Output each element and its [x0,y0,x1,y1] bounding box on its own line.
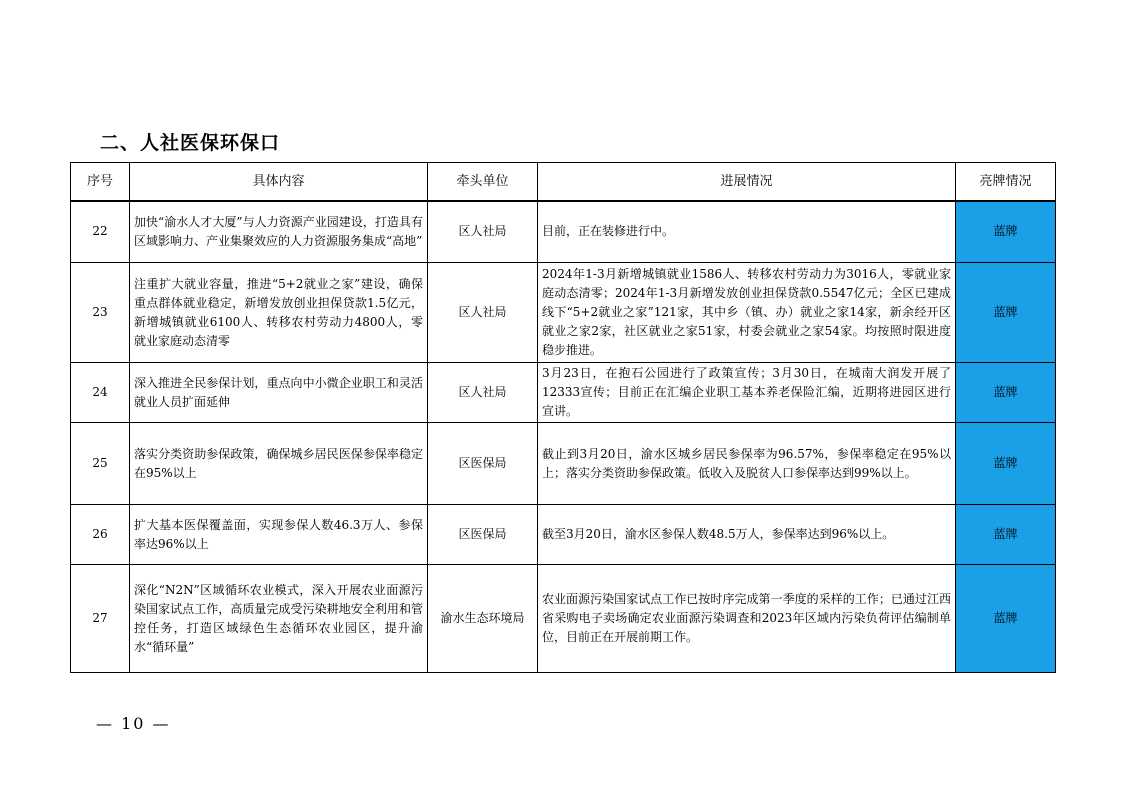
progress-table [70,162,1056,673]
row-number: 22 [71,201,130,263]
header-progress: 进展情况 [538,163,956,201]
row-content: 注重扩大就业容量，推进“5+2就业之家”建设，确保重点群体就业稳定，新增发放创业担保贷款1.5亿元，新增城镇就业6100人、转移农村劳动力4800人，零就业家庭动态清零 [130,263,428,363]
row-progress: 截至3月20日，渝水区参保人数48.5万人，参保率达到96%以上。 [538,505,956,565]
table-row [71,505,1056,565]
row-content: 扩大基本医保覆盖面，实现参保人数46.3万人、参保率达96%以上 [130,505,428,565]
row-content: 加快“渝水人才大厦”与人力资源产业园建设，打造具有区域影响力、产业集聚效应的人力资源服务集成“高地” [130,201,428,263]
row-unit: 区人社局 [428,201,538,263]
table-header-row [71,163,1056,201]
row-content: 深化“N2N”区域循环农业模式，深入开展农业面源污染国家试点工作，高质量完成受污染耕地安全利用和管控任务，打造区域绿色生态循环农业园区，提升渝水“循环量” [130,565,428,673]
table-row [71,565,1056,673]
status-badge: 蓝牌 [956,263,1056,363]
status-badge: 蓝牌 [956,505,1056,565]
row-unit: 区人社局 [428,363,538,423]
table-row [71,201,1056,263]
page-number: — 10 — [96,714,171,733]
row-content: 落实分类资助参保政策，确保城乡居民医保参保率稳定在95%以上 [130,423,428,505]
header-no: 序号 [71,163,130,201]
row-progress: 2024年1-3月新增城镇就业1586人、转移农村劳动力为3016人，零就业家庭动态清零；2024年1-3月新增发放创业担保贷款0.5547亿元；全区已建成线下“5+2就业之家”121家，其中乡（镇、办）就业之家14家，新余经开区就业之家2家，社区就业之家51家，村委会就业之家54家。均按照时限进度稳步推进。 [538,263,956,363]
row-unit: 渝水生态环境局 [428,565,538,673]
header-content: 具体内容 [130,163,428,201]
row-number: 25 [71,423,130,505]
status-badge: 蓝牌 [956,201,1056,263]
row-progress: 截止到3月20日，渝水区城乡居民参保率为96.57%，参保率稳定在95%以上；落实分类资助参保政策。低收入及脱贫人口参保率达到99%以上。 [538,423,956,505]
section-title: 二、人社医保环保口 [100,132,281,154]
row-progress: 目前，正在装修进行中。 [538,201,956,263]
header-unit: 牵头单位 [428,163,538,201]
row-unit: 区医保局 [428,505,538,565]
row-progress: 农业面源污染国家试点工作已按时序完成第一季度的采样的工作；已通过江西省采购电子卖场确定农业面源污染调查和2023年区域内污染负荷评估编制单位，目前正在开展前期工作。 [538,565,956,673]
row-unit: 区人社局 [428,263,538,363]
table-row [71,263,1056,363]
row-number: 26 [71,505,130,565]
table-row [71,423,1056,505]
row-number: 23 [71,263,130,363]
row-progress: 3月23日，在抱石公园进行了政策宣传；3月30日，在城南大润发开展了12333宣传；目前正在汇编企业职工基本养老保险汇编，近期将进园区进行宣讲。 [538,363,956,423]
row-number: 27 [71,565,130,673]
row-content: 深入推进全民参保计划，重点向中小微企业职工和灵活就业人员扩面延伸 [130,363,428,423]
status-badge: 蓝牌 [956,423,1056,505]
header-badge: 亮牌情况 [956,163,1056,201]
status-badge: 蓝牌 [956,565,1056,673]
row-number: 24 [71,363,130,423]
table-row [71,363,1056,423]
row-unit: 区医保局 [428,423,538,505]
status-badge: 蓝牌 [956,363,1056,423]
